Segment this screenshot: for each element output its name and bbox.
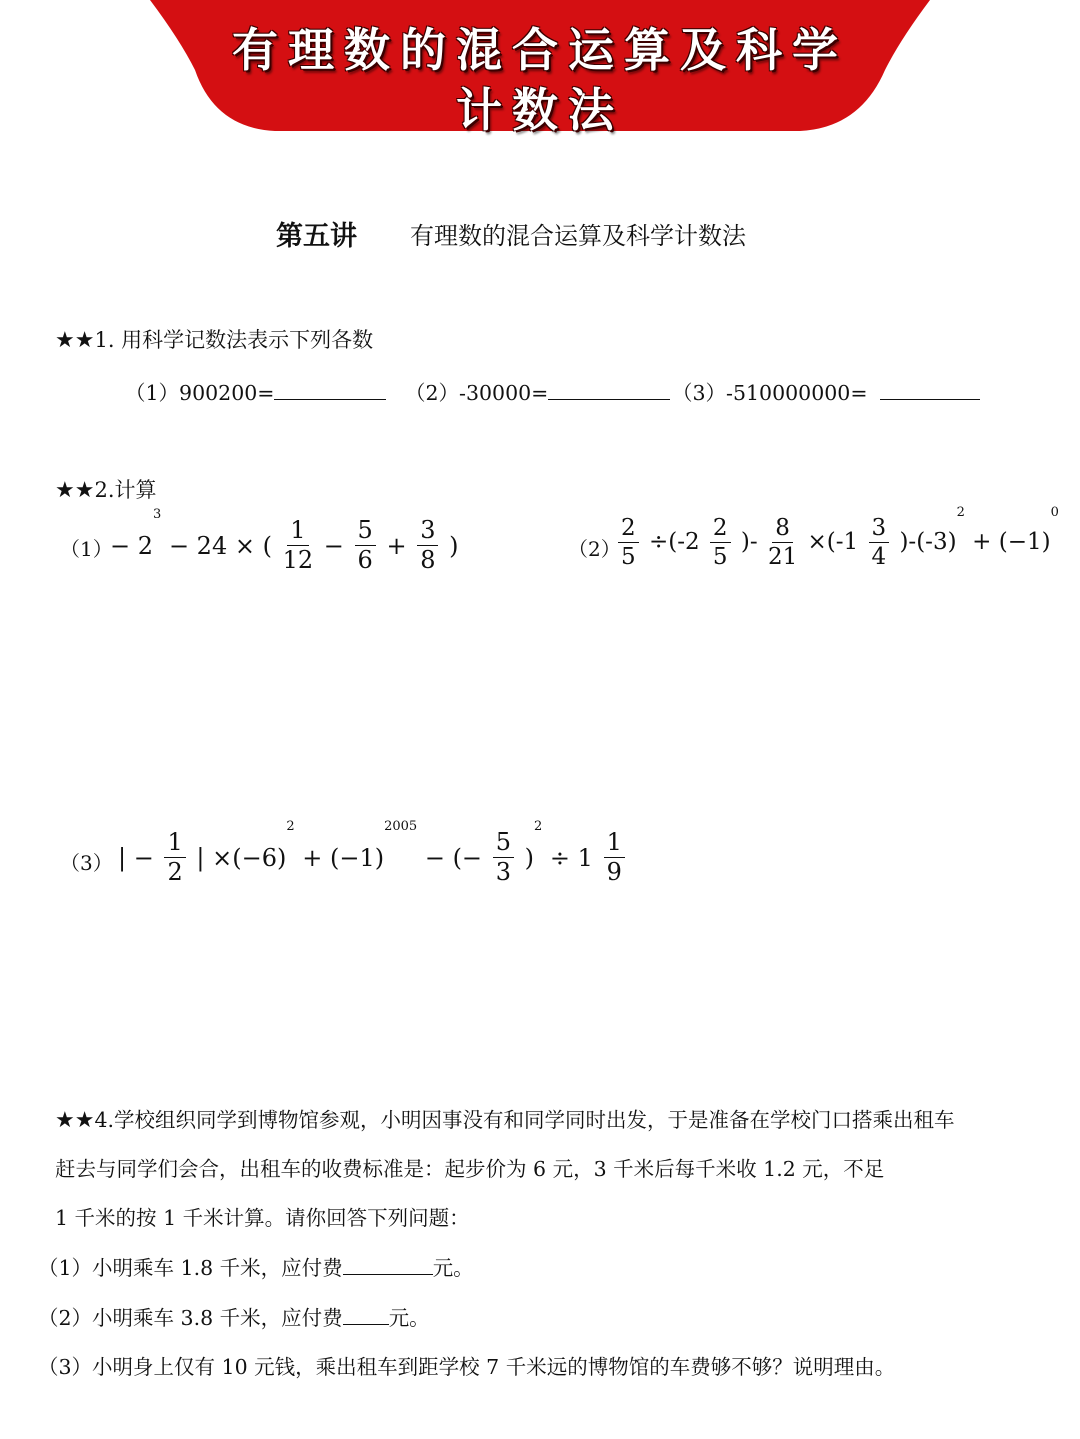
fraction-numerator: 2 <box>618 516 639 543</box>
banner-title-line2: 计数法 <box>456 83 624 137</box>
term: + (−1) <box>302 843 385 872</box>
q2-expression-3 <box>118 819 628 887</box>
fraction <box>618 516 639 569</box>
q4-sub-2-unit: 元。 <box>388 1306 430 1330</box>
answer-blank[interactable] <box>343 1302 389 1325</box>
fraction-numerator: 5 <box>493 830 514 858</box>
operator: + <box>386 531 407 560</box>
fraction <box>417 518 438 573</box>
q2-expression-1 <box>110 507 459 575</box>
answer-blank[interactable] <box>548 377 670 400</box>
exponent: 2 <box>286 819 295 834</box>
fraction-denominator: 3 <box>495 858 511 887</box>
difficulty-stars: ★★ <box>55 328 95 353</box>
q2-expression-2 <box>615 505 1059 571</box>
question-1-heading <box>55 324 373 354</box>
q4-sub-1-text: （1）小明乘车 1.8 千米，应付费 <box>38 1256 343 1280</box>
fraction <box>869 516 890 569</box>
fraction <box>493 830 514 885</box>
q2-part-1-label: （1） <box>60 537 113 561</box>
term: − 2 <box>110 531 154 560</box>
fraction-numerator: 2 <box>710 516 731 543</box>
q4-sub-1 <box>38 1251 474 1281</box>
exponent: 2 <box>533 819 543 834</box>
q4-sub-2-text: （2）小明乘车 3.8 千米，应付费 <box>38 1306 343 1330</box>
term: − 24 × ( <box>168 531 272 560</box>
q1-item-1-text: （1）900200= <box>125 381 275 405</box>
exponent: 0 <box>1050 505 1059 520</box>
fraction-denominator: 4 <box>871 544 887 571</box>
lecture-number: 第五讲 <box>276 221 357 252</box>
term: ÷(-2 <box>648 529 700 556</box>
q1-item-2 <box>405 376 670 406</box>
lecture-title: 有理数的混合运算及科学计数法 <box>410 222 746 250</box>
term: − (− <box>424 843 483 872</box>
fraction <box>283 518 314 573</box>
fraction-numerator: 8 <box>772 516 793 543</box>
question-2-heading <box>55 474 157 504</box>
question-1-label: 1. 用科学记数法表示下列各数 <box>94 328 374 352</box>
q4-sub-1-unit: 元。 <box>432 1256 474 1280</box>
fraction-denominator: 5 <box>621 544 636 571</box>
fraction-numerator: 3 <box>417 518 438 546</box>
term: | − <box>118 843 154 872</box>
fraction-denominator: 12 <box>282 546 314 575</box>
answer-blank[interactable] <box>343 1252 433 1275</box>
fraction-numerator: 1 <box>164 830 185 858</box>
banner-title-line1: 有理数的混合运算及科学 <box>232 23 848 77</box>
term: ×(-1 <box>807 529 859 556</box>
q4-sub-3: （3）小明身上仅有 10 元钱，乘出租车到距学校 7 千米远的博物馆的车费够不够？说明理由。 <box>38 1355 896 1379</box>
fraction-denominator: 5 <box>712 544 728 571</box>
term: )- <box>740 529 758 556</box>
q1-item-3-text: （3）-510000000= <box>672 381 868 405</box>
exponent: 2 <box>956 505 965 520</box>
q2-part-2-label: （2） <box>568 537 621 561</box>
fraction-denominator: 21 <box>767 544 798 571</box>
exponent: 3 <box>153 507 162 522</box>
fraction-numerator: 3 <box>869 516 890 543</box>
term: ÷ 1 <box>549 843 593 872</box>
fraction-numerator: 5 <box>355 518 376 546</box>
q4-sub-2 <box>38 1301 430 1331</box>
exponent: 2005 <box>384 819 418 834</box>
fraction <box>604 830 625 885</box>
term: ) <box>449 531 459 560</box>
fraction <box>710 516 731 569</box>
answer-blank[interactable] <box>880 377 980 400</box>
q4-line-1-text: 4.学校组织同学到博物馆参观，小明因事没有和同学同时出发，于是准备在学校门口搭乘出租车 <box>94 1108 955 1132</box>
fraction <box>355 518 376 573</box>
q1-item-3 <box>672 376 980 406</box>
term: )-(-3) <box>899 529 957 556</box>
fraction-denominator: 2 <box>167 858 183 887</box>
fraction-numerator: 1 <box>287 518 308 546</box>
question-2-label: 2.计算 <box>94 478 157 502</box>
term: | ×(−6) <box>196 843 287 872</box>
difficulty-stars: ★★ <box>55 1108 95 1133</box>
q4-line-3: 1 千米的按 1 千米计算。请你回答下列问题： <box>55 1206 470 1230</box>
fraction <box>164 830 185 885</box>
fraction-numerator: 1 <box>604 830 625 858</box>
fraction <box>768 516 797 569</box>
operator: − <box>323 531 344 560</box>
q4-line-2: 赶去与同学们会合，出租车的收费标准是：起步价为 6 元，3 千米后每千米收 1.2 元，不足 <box>55 1157 885 1181</box>
q4-line-1 <box>55 1103 955 1133</box>
q1-item-2-text: （2）-30000= <box>405 381 549 405</box>
q1-item-1 <box>125 376 386 406</box>
fraction-denominator: 9 <box>606 858 622 887</box>
fraction-denominator: 8 <box>420 546 436 575</box>
difficulty-stars: ★★ <box>55 478 95 503</box>
term: ) <box>524 843 534 872</box>
term: + (−1) <box>972 529 1051 556</box>
fraction-denominator: 6 <box>357 546 373 575</box>
q2-part-3-label: （3） <box>60 851 113 875</box>
answer-blank[interactable] <box>274 377 386 400</box>
